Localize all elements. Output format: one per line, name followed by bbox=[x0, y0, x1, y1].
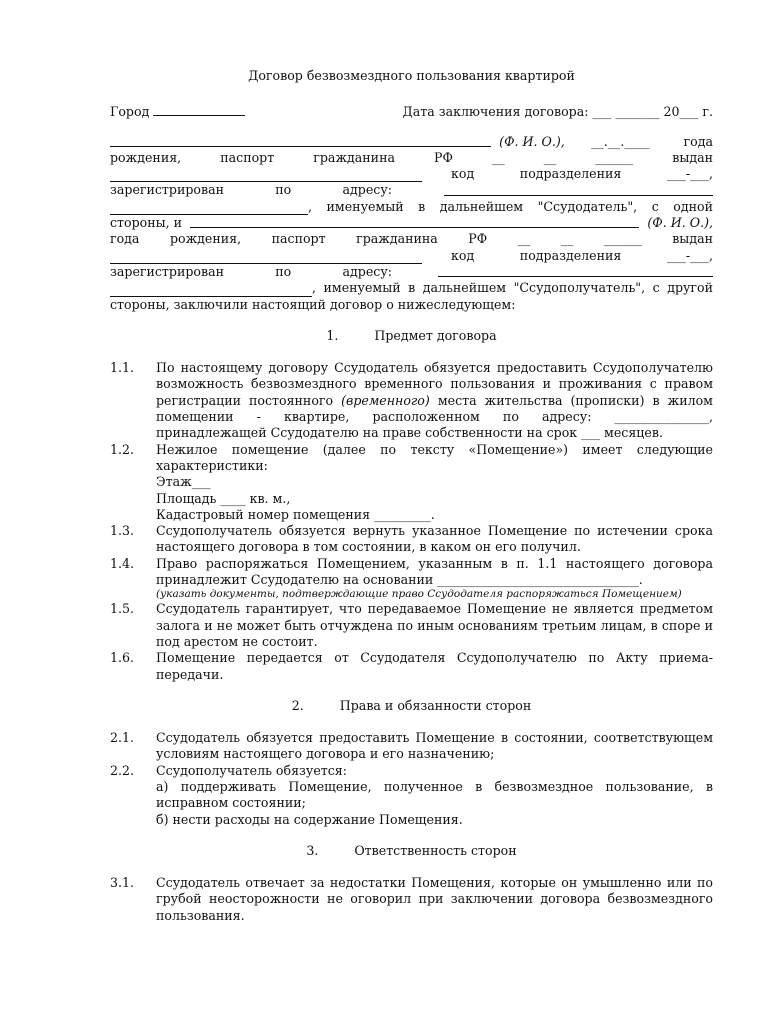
borrower-named: , именуемый в дальнейшем "Ссудополучатель", с другой bbox=[312, 280, 713, 296]
clause-number: 1.1. bbox=[110, 360, 135, 376]
clause-text bbox=[156, 442, 713, 523]
clause-number: 1.4. bbox=[110, 555, 135, 571]
concluded-line: стороны, заключили настоящий договор о нижеследующем: bbox=[110, 296, 516, 312]
party1-name-line bbox=[110, 134, 713, 150]
party2-birth-line: года рождения, паспорт гражданина РФ __ __ ______ выдан bbox=[110, 231, 713, 247]
party2-issued-line bbox=[110, 248, 713, 264]
party1-year-label: года bbox=[683, 133, 713, 149]
clause-1-1 bbox=[110, 360, 713, 441]
clause-number: 2.1. bbox=[110, 730, 135, 746]
section-3-heading bbox=[110, 843, 713, 859]
clause-text-part: Право распоряжаться Помещением, указанным в п. 1.1 настоящего договора принадлежит Ссудодателю на основании ________________________________. bbox=[156, 555, 713, 588]
clause-1-2 bbox=[110, 442, 713, 523]
party1-birth-date: __.__.____ bbox=[591, 133, 650, 149]
city-date-row bbox=[110, 104, 713, 120]
document-title: Договор безвозмездного пользования квартирой bbox=[248, 68, 575, 83]
clause-text: Ссудодатель отвечает за недостатки Помещения, которые он умышленно или по грубой неосторожности не оговорил при заключении договора безвозмездного пользования. bbox=[156, 875, 713, 923]
subclause-a: а) поддерживать Помещение, полученное в безвозмездное пользование, в исправном состоянии; bbox=[156, 778, 713, 811]
party2-borrower-line bbox=[110, 280, 713, 296]
party1-issued-line bbox=[110, 166, 713, 182]
clause-text: Помещение передается от Ссудодателя Ссудополучателю по Акту приема-передачи. bbox=[156, 650, 713, 682]
party2-address-line bbox=[110, 264, 713, 280]
clause-text-italic: (временного) bbox=[341, 392, 430, 408]
clause-number: 1.2. bbox=[110, 441, 135, 457]
clause-1-6 bbox=[110, 650, 713, 683]
clause-text bbox=[156, 763, 713, 828]
section-number: 3. bbox=[306, 842, 319, 858]
cadastral-field: Кадастровый номер помещения _________. bbox=[156, 506, 435, 522]
clause-text-part: места жительства (прописки) в жилом помещении - квартире, расположенном по адресу: _______________, принадлежащей Ссудодателю на праве собственности на срок ___ месяцев. bbox=[156, 392, 713, 441]
city-label: Город bbox=[110, 104, 150, 120]
clause-text bbox=[156, 360, 713, 441]
clause-3-1 bbox=[110, 875, 713, 924]
section-1-heading bbox=[110, 328, 713, 344]
party2-fio-hint: (Ф. И. О.), bbox=[647, 215, 713, 231]
side-and: стороны, и bbox=[110, 215, 183, 231]
party2-code: код подразделения ___-___, bbox=[451, 247, 713, 263]
clause-1-5 bbox=[110, 601, 713, 650]
clause-1-3 bbox=[110, 523, 713, 556]
city-field bbox=[110, 104, 245, 120]
area-field: Площадь ____ кв. м., bbox=[156, 490, 291, 506]
clause-text-part: Нежилое помещение (далее по тексту «Помещение») имеет следующие характеристики: bbox=[156, 441, 713, 473]
clause-text-part: По настоящему договору Ссудодатель обязуется предоставить Ссудополучателю возможность безвозмездного временного пользования и проживания с правом регистрации постоянного bbox=[156, 360, 713, 408]
contract-page bbox=[110, 68, 713, 924]
section-2-heading bbox=[110, 698, 713, 714]
clause-2-2 bbox=[110, 763, 713, 828]
section-title: Предмет договора bbox=[374, 327, 497, 343]
clause-footnote: (указать документы, подтверждающие право Ссудодателя распоряжаться Помещением) bbox=[156, 588, 682, 601]
section-title: Ответственность сторон bbox=[354, 842, 517, 858]
party1-registered-label: зарегистрирован по адресу: bbox=[110, 182, 392, 198]
clause-text: Ссудополучатель обязуется вернуть указанное Помещение по истечении срока настоящего договора в том состоянии, в каком он его получил. bbox=[156, 523, 713, 555]
clause-number: 3.1. bbox=[110, 875, 135, 891]
clause-1-4 bbox=[110, 556, 713, 602]
party1-birth-line: рождения, паспорт гражданина РФ __ __ ______ выдан bbox=[110, 149, 713, 165]
party2-registered-label: зарегистрирован по адресу: bbox=[110, 263, 392, 279]
party1-address-line bbox=[110, 182, 713, 198]
lender-named: , именуемый в дальнейшем "Ссудодатель", с одной bbox=[308, 198, 713, 214]
clause-number: 2.2. bbox=[110, 762, 135, 778]
section-title: Права и обязанности сторон bbox=[339, 697, 532, 713]
floor-field: Этаж___ bbox=[156, 474, 211, 490]
clause-number: 1.6. bbox=[110, 650, 135, 666]
section-number: 1. bbox=[326, 327, 339, 343]
clause-number: 1.5. bbox=[110, 601, 135, 617]
clause-text-part: Ссудополучатель обязуется: bbox=[156, 762, 347, 778]
clause-text bbox=[156, 556, 713, 602]
section-number: 2. bbox=[291, 697, 304, 713]
clause-text: Ссудодатель гарантирует, что передаваемое Помещение не является предметом залога и не может быть отчуждена по иным основаниям третьим лицам, в споре и под арестом не состоит. bbox=[156, 601, 713, 649]
clause-2-1 bbox=[110, 730, 713, 763]
party1-fio-hint: (Ф. И. О.), bbox=[499, 133, 565, 149]
clause-number: 1.3. bbox=[110, 523, 135, 539]
clause-text: Ссудодатель обязуется предоставить Помещение в состоянии, соответствующем условиям настоящего договора и его назначению; bbox=[156, 730, 713, 762]
contract-date: Дата заключения договора: ___ _______ 20___ г. bbox=[402, 104, 713, 120]
party1-lender-line bbox=[110, 199, 713, 215]
party2-name-line bbox=[110, 215, 713, 231]
party1-code: код подразделения ___-___, bbox=[451, 166, 713, 182]
subclause-b: б) нести расходы на содержание Помещения. bbox=[156, 811, 463, 827]
